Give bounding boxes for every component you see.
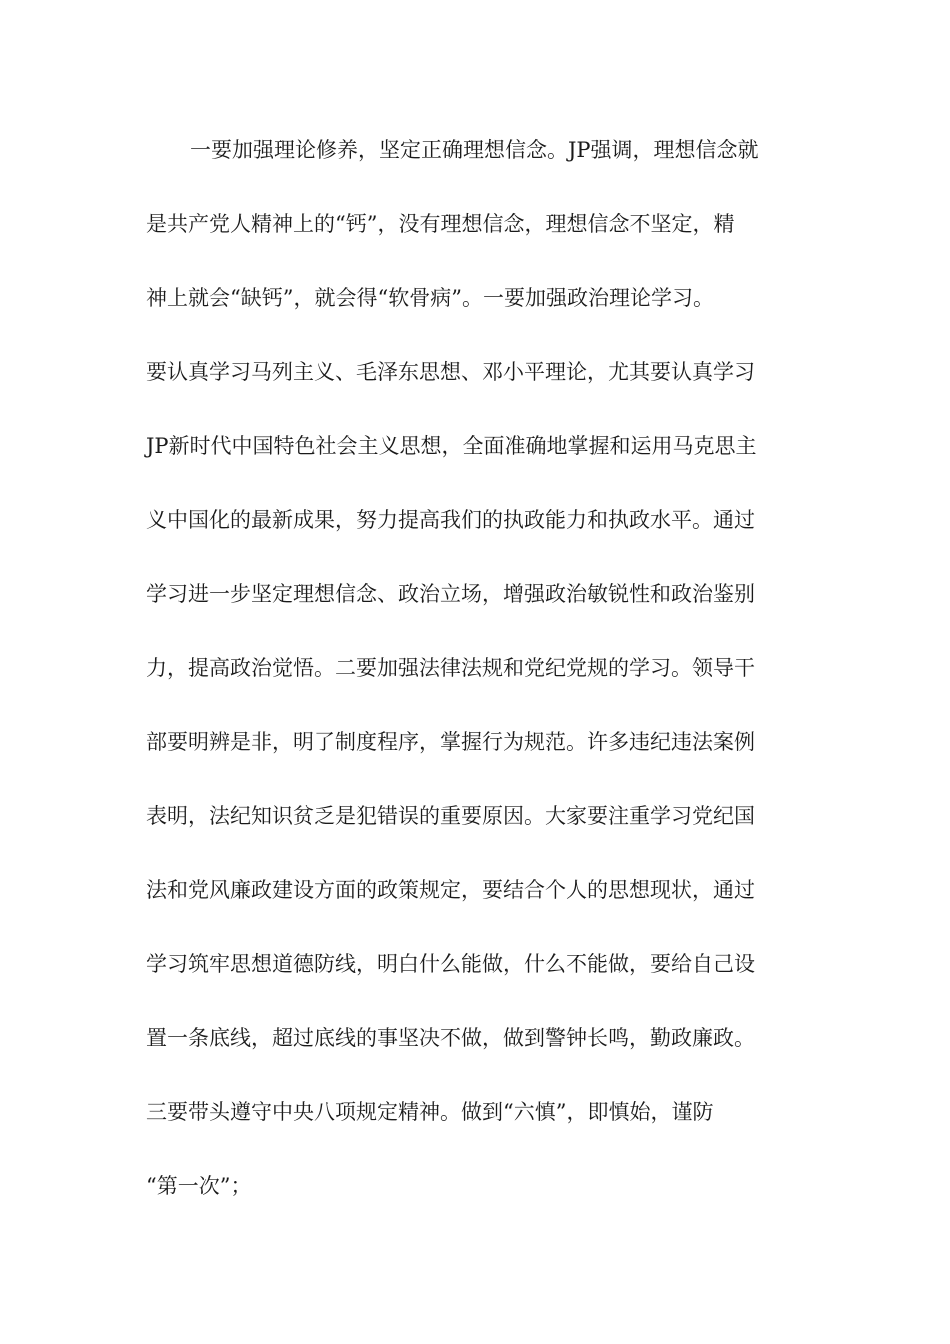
- text-line: 力，提高政治觉悟。二要加强法律法规和党纪党规的学习。领导干: [146, 656, 755, 680]
- text-line: 法和党风廉政建设方面的政策规定，要结合个人的思想现状，通过: [146, 878, 755, 902]
- text-line: 三要带头遵守中央八项规定精神。做到“六慎”，即慎始，谨防: [146, 1100, 714, 1124]
- text-line: 一要加强理论修养，坚定正确理想信念。JP强调，理想信念就: [190, 138, 759, 162]
- text-line: 义中国化的最新成果，努力提高我们的执政能力和执政水平。通过: [146, 508, 755, 532]
- text-line: “第一次”；: [146, 1174, 252, 1198]
- text-line: 置一条底线，超过底线的事坚决不做，做到警钟长鸣，勤政廉政。: [146, 1026, 755, 1050]
- text-line: 学习进一步坚定理想信念、政治立场，增强政治敏锐性和政治鉴别: [146, 582, 755, 606]
- text-line: 部要明辨是非，明了制度程序，掌握行为规范。许多违纪违法案例: [146, 730, 755, 754]
- text-line: 神上就会“缺钙”，就会得“软骨病”。一要加强政治理论学习。: [146, 286, 714, 310]
- text-line: 表明，法纪知识贫乏是犯错误的重要原因。大家要注重学习党纪国: [146, 804, 755, 828]
- text-line: 是共产党人精神上的“钙”，没有理想信念，理想信念不坚定，精: [146, 212, 735, 236]
- text-line: 学习筑牢思想道德防线，明白什么能做，什么不能做，要给自己设: [146, 952, 755, 976]
- text-line: 要认真学习马列主义、毛泽东思想、邓小平理论，尤其要认真学习: [146, 360, 755, 384]
- text-line: JP新时代中国特色社会主义思想，全面准确地掌握和运用马克思主: [146, 434, 757, 458]
